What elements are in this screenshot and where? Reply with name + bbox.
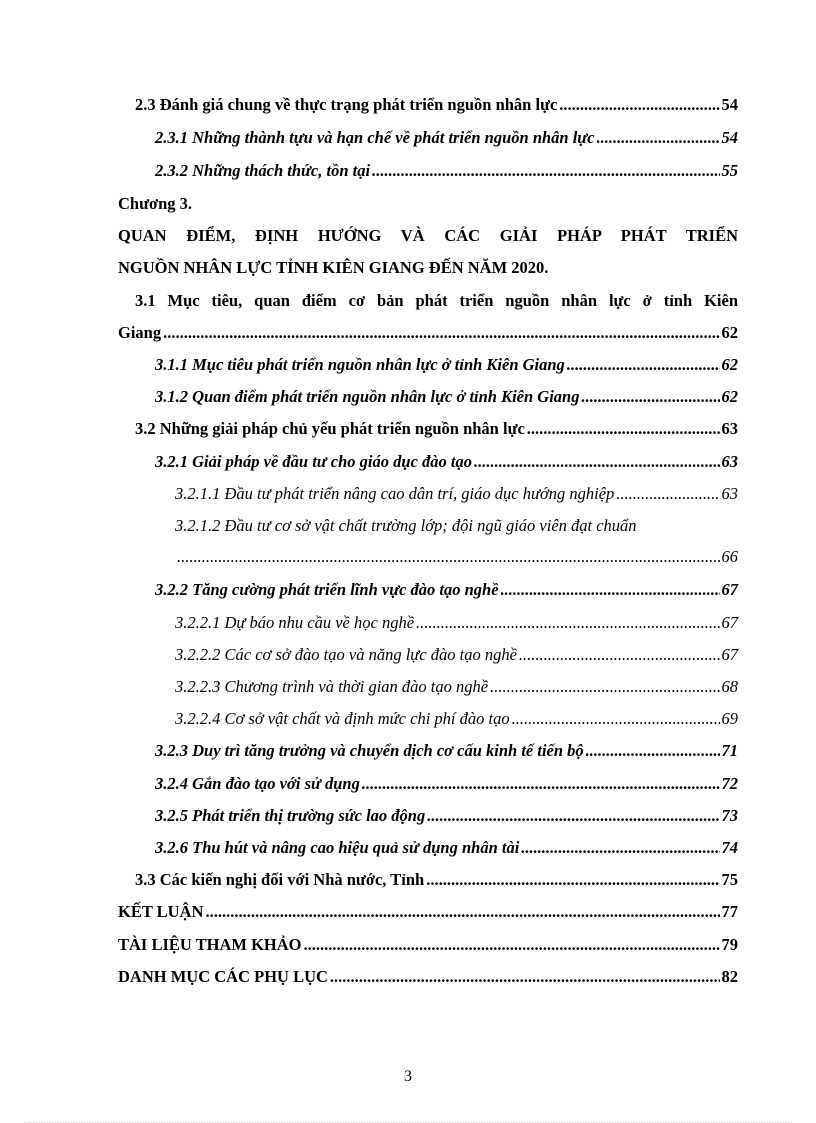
toc-entry-title: 2.3.1 Những thành tựu và hạn chế về phát triển nguồn nhân lực [155, 128, 595, 147]
toc-entry [118, 901, 738, 923]
toc-entry [155, 773, 738, 795]
toc-entry-title: 3.1.2 Quan điểm phát triển nguồn nhân lực ở tỉnh Kiên Giang [155, 387, 580, 406]
toc-entry [155, 805, 738, 827]
toc-entry [155, 354, 738, 376]
chapter-label: Chương 3. [118, 194, 193, 213]
toc-entry-title: 3.2.2.1 Dự báo nhu cầu về học nghề [175, 613, 415, 632]
leader-dots [362, 773, 720, 795]
toc-entry-title: 3.2.2 Tăng cường phát triển lĩnh vực đào tạo nghề [155, 580, 499, 599]
toc-entry-title: 3.2.5 Phát triển thị trường sức lao động [155, 806, 426, 825]
leader-dots [521, 837, 719, 859]
leader-dots [304, 934, 720, 956]
leader-dots [512, 708, 720, 730]
toc-entry-title: 3.2.1 Giải pháp về đầu tư cho giáo dục đào tạo [155, 452, 472, 471]
leader-dots [416, 612, 719, 634]
toc-entry-title: KẾT LUẬN [118, 902, 204, 921]
toc-entry-page: 73 [721, 806, 738, 825]
toc-entry-title: 2.3.2 Những thách thức, tồn tại [155, 161, 371, 180]
toc-entry [135, 418, 738, 440]
toc-entry-page: 72 [721, 774, 738, 793]
leader-dots [490, 676, 719, 698]
toc-entry [118, 934, 738, 956]
leader-dots [501, 579, 720, 601]
toc-entry-page: 62 [721, 387, 738, 406]
toc-entry [175, 546, 738, 568]
leader-dots [586, 740, 720, 762]
toc-entry [118, 966, 738, 988]
leader-dots [426, 869, 719, 891]
toc-entry-title: 3.2.2.2 Các cơ sở đào tạo và năng lực đào tạo nghề [175, 645, 517, 664]
toc-entry-page: 69 [721, 709, 738, 728]
leader-dots [427, 805, 719, 827]
chapter-title-line-2: NGUỒN NHÂN LỰC TỈNH KIÊN GIANG ĐẾN NĂM 2020. [118, 258, 549, 277]
toc-entry-title: 3.1 Mục tiêu, quan điểm cơ bản phát triển nguồn nhân lực ở tỉnh Kiên [135, 291, 738, 310]
toc-entry-page: 79 [721, 935, 738, 954]
leader-dots [372, 160, 719, 182]
toc-entry-title: 3.1.1 Mục tiêu phát triển nguồn nhân lực ở tỉnh Kiên Giang [155, 355, 565, 374]
leader-dots [567, 354, 720, 376]
toc-entry-title: DANH MỤC CÁC PHỤ LỤC [118, 967, 328, 986]
toc-entry-page: 63 [721, 452, 738, 471]
toc-entry-title: 3.2 Những giải pháp chủ yếu phát triển nguồn nhân lực [135, 419, 525, 438]
toc-entry [155, 740, 738, 762]
leader-dots [581, 386, 719, 408]
toc-entry-page: 63 [721, 484, 738, 503]
toc-entry-page: 62 [721, 323, 738, 342]
toc-entry [155, 386, 738, 408]
toc-entry [135, 869, 738, 891]
toc-entry-title: 3.2.4 Gắn đào tạo với sử dụng [155, 774, 360, 793]
toc-entry [155, 451, 738, 473]
toc-entry-page: 67 [721, 613, 738, 632]
leader-dots [559, 94, 719, 116]
toc-entry-page: 54 [721, 95, 738, 114]
toc-entry [175, 612, 738, 634]
toc-entry-page: 67 [721, 645, 738, 664]
toc-entry [175, 483, 738, 505]
toc-entry-page: 63 [721, 419, 738, 438]
toc-entry-title: 3.2.1.1 Đầu tư phát triển nâng cao dân trí, giáo dục hướng nghiệp [175, 484, 615, 503]
toc-entry [175, 708, 738, 730]
leader-dots [616, 483, 719, 505]
toc-entry-page: 82 [721, 967, 738, 986]
toc-entry [155, 160, 738, 182]
chapter-title-line-1: QUAN ĐIỂM, ĐỊNH HƯỚNG VÀ CÁC GIẢI PHÁP PHÁT TRIỂN [118, 226, 738, 245]
toc-entry-page: 75 [721, 870, 738, 889]
toc-entry-title: 3.2.6 Thu hút và nâng cao hiệu quả sử dụng nhân tài [155, 838, 520, 857]
toc-entry-page: 67 [721, 580, 738, 599]
toc-entry-page: 74 [721, 838, 738, 857]
toc-entry-page: 71 [721, 741, 738, 760]
page-number: 3 [404, 1068, 412, 1085]
toc-entry [155, 127, 738, 149]
toc-entry-page: 68 [721, 677, 738, 696]
toc-entry-title: 3.2.3 Duy trì tăng trưởng và chuyển dịch cơ cấu kinh tế tiến bộ [155, 741, 584, 760]
toc-entry [155, 579, 738, 601]
leader-dots [597, 127, 720, 149]
toc-entry [118, 322, 738, 344]
toc-entry-page: 54 [721, 128, 738, 147]
leader-dots [330, 966, 720, 988]
toc-entry [155, 837, 738, 859]
toc-entry-title: 3.2.2.3 Chương trình và thời gian đào tạo nghề [175, 677, 489, 696]
toc-entry-page: 55 [721, 161, 738, 180]
leader-dots [163, 322, 719, 344]
toc-entry-title: 3.3 Các kiến nghị đối với Nhà nước, Tỉnh [135, 870, 425, 889]
toc-entry [175, 644, 738, 666]
toc-entry [135, 94, 738, 116]
leader-dots [205, 901, 719, 923]
toc-entry-title: 3.2.1.2 Đầu tư cơ sở vật chất trường lớp; đội ngũ giáo viên đạt chuẩn [175, 516, 637, 535]
toc-entry-title: Giang [118, 323, 162, 342]
toc-entry-page: 62 [721, 355, 738, 374]
toc-entry-title: TÀI LIỆU THAM KHẢO [118, 935, 302, 954]
toc-entry-title: 3.2.2.4 Cơ sở vật chất và định mức chi phí đào tạo [175, 709, 510, 728]
toc-entry-page: 66 [721, 547, 738, 566]
toc-entry [175, 676, 738, 698]
toc-entry-title: 2.3 Đánh giá chung về thực trạng phát triển nguồn nhân lực [135, 95, 558, 114]
leader-dots [177, 546, 720, 568]
leader-dots [474, 451, 720, 473]
leader-dots [519, 644, 720, 666]
toc-entry-page: 77 [721, 902, 738, 921]
leader-dots [527, 418, 720, 440]
